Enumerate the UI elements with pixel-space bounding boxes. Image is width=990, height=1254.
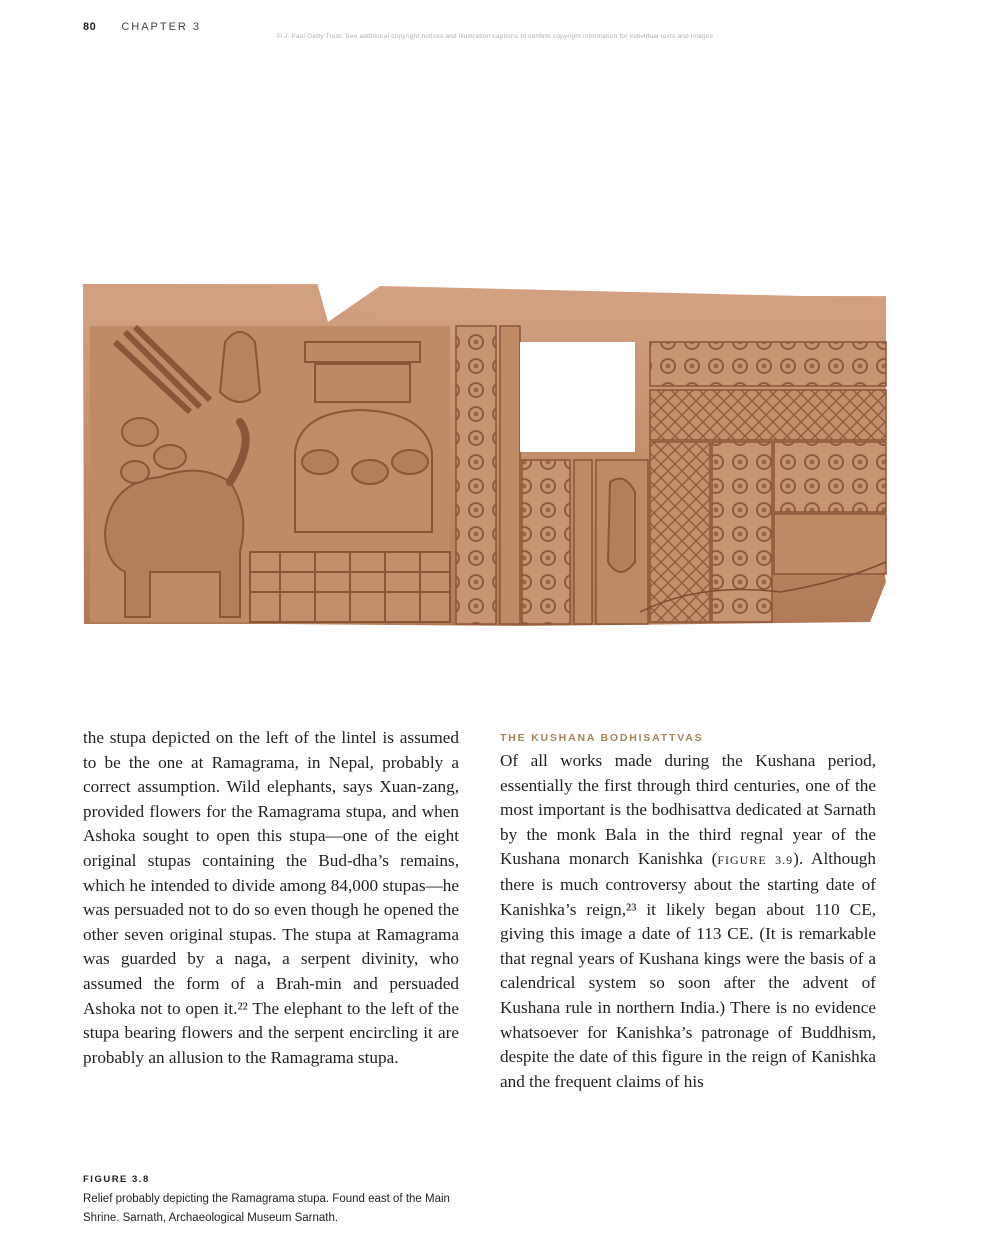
running-header [83,21,201,33]
left-column-text: the stupa depicted on the left of the lintel is assumed to be the one at Ramagrama, in Nepal, probably a correct assumption. Wild elephants, says Xuan-zang, provided flowers for the Ramagrama stupa, and when Ashoka sought to open this stupa—one of the eight original stupas containing the Bud-dha’s remains, which he intended to divide among 84,000 stupas—he was persuaded not to do so even though he opened the other seven original stupas. The stupa at Ramagrama was guarded by a naga, a serpent divinity, who assumed the form of a Brah-min and persuaded Ashoka not to open it.²² The elephant to the left of the stupa bearing flowers and the serpent encircling it are probably an allusion to the Ramagrama stupa. [83,728,459,1067]
page-number: 80 [83,21,97,33]
left-column [83,726,459,1070]
copyright-notice: © J. Paul Getty Trust: See additional copyright notices and illustration captions to confirm copyright information for individual texts and images [276,33,714,40]
figure-caption [83,1174,483,1228]
right-column [500,731,876,1094]
caption-label: FIGURE 3.8 [83,1174,150,1185]
caption-text: Relief probably depicting the Ramagrama stupa. Found east of the Main Shrine. Sarnath, Archaeological Museum Sarnath. [83,1193,450,1224]
section-heading: THE KUSHANA BODHISATTVAS [500,732,704,744]
right-text-part1: Of all works made during the Kushana period, essentially the first through third centuries, one of the most important is the bodhisattva dedicated at Sarnath by the monk Bala in the third regnal year of the Kushana monarch Kanishka ( [500,751,876,869]
chapter-label: CHAPTER 3 [121,21,202,33]
relief-figure [80,282,890,628]
figure-reference: FIGURE 3.9 [717,853,794,868]
relief-image [80,282,890,628]
right-column-text [500,749,876,1094]
right-text-part2: ). Although there is much controversy about the starting date of Kanishka’s reign,²³ it likely began about 110 CE, giving this image a date of 113 CE. (It is remarkable that regnal years of Kushana kings were the basis of a calendrical system so soon after the advent of Kushana rule in northern India.) There is no evidence whatsoever for Kanishka’s patronage of Buddhism, despite the date of this figure in the reign of Kanishka and the frequent claims of his [500,849,876,1091]
